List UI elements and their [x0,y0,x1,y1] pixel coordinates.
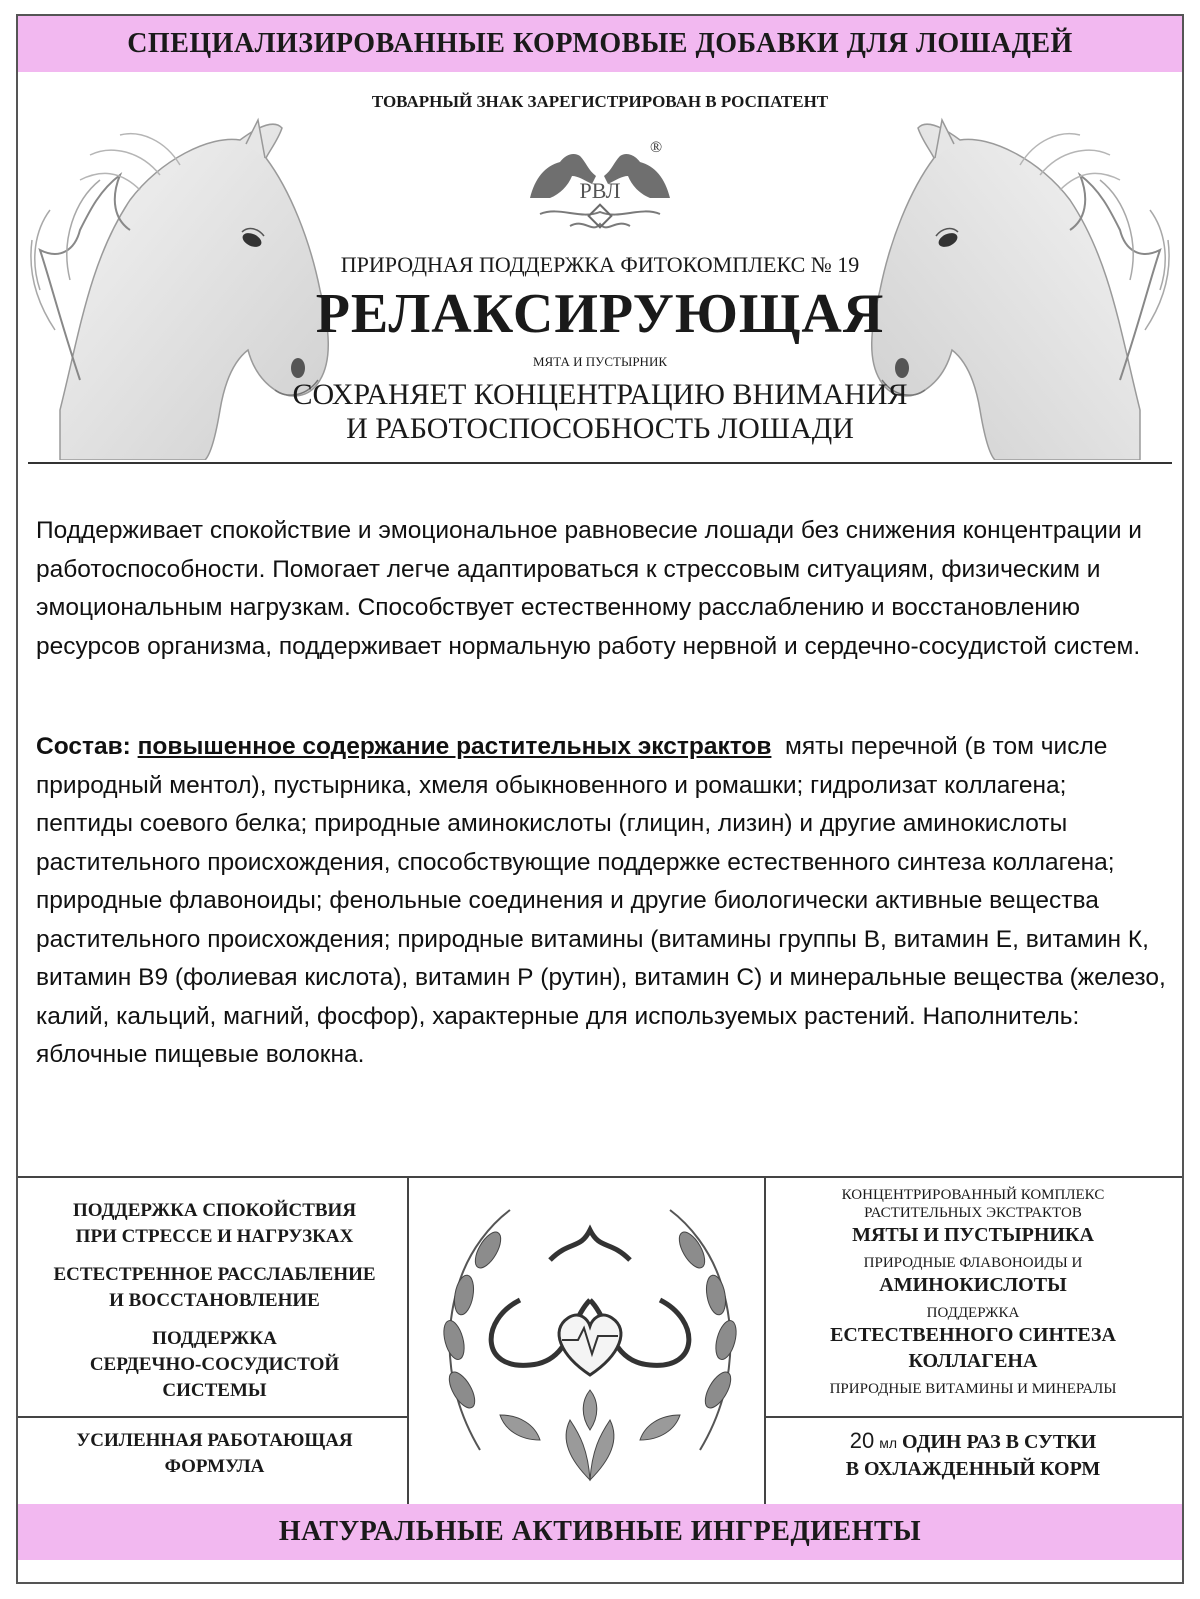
benefit-heart-line-1: ПОДДЕРЖКА [152,1328,277,1349]
wreath-heart-emblem [420,1190,760,1495]
benefit-calm-line-2: ПРИ СТРЕССЕ И НАГРУЗКАХ [75,1226,354,1247]
mint-motherwort-label: МЯТЫ И ПУСТЫРНИКА [852,1224,1094,1246]
bottom-banner: НАТУРАЛЬНЫЕ АКТИВНЫЕ ИНГРЕДИЕНТЫ [18,1504,1182,1560]
benefit-heart-line-3: СИСТЕМЫ [162,1380,267,1401]
benefits-left [22,1198,407,1404]
registered-mark: ® [650,139,663,156]
dosage-note [768,1428,1178,1482]
claim-line-2: И РАБОТОСПОСОБНОСТЬ ЛОШАДИ [346,412,854,445]
benefit-relax-line-1: ЕСТЕСТРЕННОЕ РАССЛАБЛЕНИЕ [53,1264,376,1285]
logo-text: РВЛ [579,178,621,203]
brand-logo [500,128,700,246]
dose-amount: 20 [849,1428,875,1453]
product-claim [260,378,940,446]
description-paragraph: Поддерживает спокойствие и эмоциональное равновесие лошади без снижения концентрации и работоспособности. Помогает легче адаптироваться к стрессовым ситуациям, физическим и эмоциональным нагрузкам. Способствует естественному расслаблению и восстановлению ресурсов организма, поддерживает нормальную работу нервной и сердечно-сосудистой систем. [36,517,1142,660]
dose-unit: мл [879,1435,898,1451]
vitamins-minerals-label: ПРИРОДНЫЕ ВИТАМИНЫ И МИНЕРАЛЫ [829,1381,1117,1397]
collagen-line-1: ЕСТЕСТВЕННОГО СИНТЕЗА [830,1324,1116,1346]
composition-emphasis: повышенное содержание растительных экстрактов [137,733,772,760]
dosage-line-1 [768,1428,1178,1456]
composition-text: мяты перечной (в том числе природный ментол), пустырника, хмеля обыкновенного и ромашки; гидролизат коллагена; пептиды соевого белка; природные аминокислоты (глицин, лизин) и другие аминокислоты растительного происхождения, способствующие поддержке естественного синтеза коллагена; природные флавоноиды; фенольные соединения и другие биологически активные вещества растительного происхождения; природные витамины (витамины группы В, витамин Е, витамин К, витамин В9 (фолиевая кислота), витамин Р (рутин), витамин С) и минеральные вещества (железо, калий, кальций, магний, фосфор), характерные для используемых растений. Наполнитель: яблочные пищевые волокна. [36,733,1166,1068]
benefit-calm-line-1: ПОДДЕРЖКА СПОКОЙСТВИЯ [72,1200,357,1221]
formula-note [22,1428,407,1480]
bottom-grid-divider-right [764,1176,766,1504]
benefits-right [768,1186,1178,1398]
amino-acids-label: АМИНОКИСЛОТЫ [879,1274,1067,1296]
composition-label: Состав: [36,733,131,760]
claim-line-1: СОХРАНЯЕТ КОНЦЕНТРАЦИЮ ВНИМАНИЯ [292,378,908,411]
flavonoids-label: ПРИРОДНЫЕ ФЛАВОНОИДЫ И [863,1255,1083,1271]
bottom-right-split-line [764,1416,1182,1418]
collagen-line-2: КОЛЛАГЕНА [908,1350,1038,1372]
dosage-line-2: В ОХЛАЖДЕННЫЙ КОРМ [845,1458,1101,1480]
formula-line-2: ФОРМУЛА [164,1456,265,1477]
formula-line-1: УСИЛЕННАЯ РАБОТАЮЩАЯ [76,1430,353,1451]
bottom-left-split-line [18,1416,409,1418]
product-subtitle: МЯТА И ПУСТЫРНИК [532,354,668,369]
header-divider [28,462,1172,464]
bottom-grid-top-line [18,1176,1182,1178]
product-name: РЕЛАКСИРУЮЩАЯ [315,283,885,345]
benefit-heart-line-2: СЕРДЕЧНО-СОСУДИСТОЙ [89,1354,340,1375]
dose-frequency: ОДИН РАЗ В СУТКИ [902,1431,1097,1453]
benefit-relax-line-2: И ВОССТАНОВЛЕНИЕ [109,1290,320,1311]
complex-line-1: КОНЦЕНТРИРОВАННЫЙ КОМПЛЕКС [841,1187,1105,1203]
composition-paragraph [36,728,1166,1075]
bottom-grid-divider-left [407,1176,409,1504]
trademark-notice: ТОВАРНЫЙ ЗНАК ЗАРЕГИСТРИРОВАН В РОСПАТЕНТ [371,92,829,111]
support-label: ПОДДЕРЖКА [926,1305,1020,1321]
top-banner: СПЕЦИАЛИЗИРОВАННЫЕ КОРМОВЫЕ ДОБАВКИ ДЛЯ ЛОШАДЕЙ [18,16,1182,72]
product-series: ПРИРОДНАЯ ПОДДЕРЖКА ФИТОКОМПЛЕКС № 19 [340,252,860,277]
complex-line-2: РАСТИТЕЛЬНЫХ ЭКСТРАКТОВ [864,1205,1082,1221]
